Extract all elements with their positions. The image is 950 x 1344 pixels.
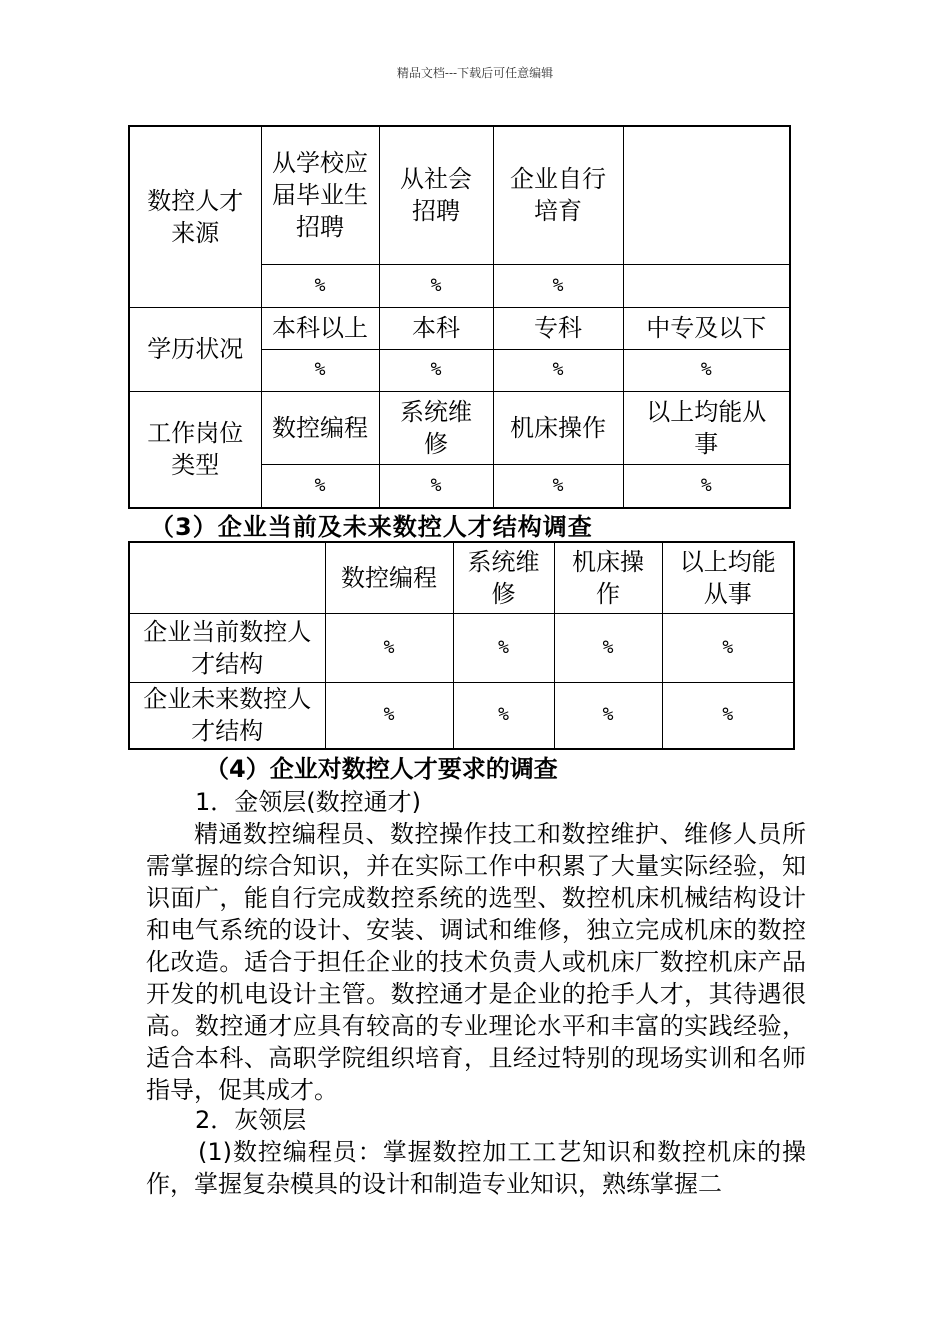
source-option: 企业自行培育	[493, 126, 623, 264]
education-option: 中专及以下	[623, 307, 790, 349]
structure-row-label: 企业未来数控人才结构	[129, 682, 325, 749]
structure-value: %	[325, 613, 453, 682]
structure-header	[129, 542, 325, 613]
structure-value: %	[554, 613, 662, 682]
education-option: 本科以上	[261, 307, 379, 349]
position-option: 系统维修	[379, 391, 493, 464]
section-4-title: （4）企业对数控人才要求的调查	[205, 755, 558, 783]
structure-header: 机床操作	[554, 542, 662, 613]
education-value: %	[379, 349, 493, 391]
position-option: 机床操作	[493, 391, 623, 464]
education-option: 本科	[379, 307, 493, 349]
source-option	[623, 126, 790, 264]
gold-collar-heading: 1．金领层(数控通才)	[195, 788, 421, 816]
education-value: %	[493, 349, 623, 391]
page-header: 精品文档---下载后可任意编辑	[396, 66, 554, 80]
source-value: %	[493, 264, 623, 307]
structure-value: %	[662, 682, 794, 749]
structure-header: 数控编程	[325, 542, 453, 613]
section-3-title: （3）企业当前及未来数控人才结构调查	[150, 513, 593, 541]
education-value: %	[623, 349, 790, 391]
structure-value: %	[554, 682, 662, 749]
structure-value: %	[453, 682, 554, 749]
position-value: %	[493, 464, 623, 508]
source-label: 数控人才来源	[129, 126, 261, 307]
position-value: %	[623, 464, 790, 508]
education-label: 学历状况	[129, 307, 261, 391]
structure-header: 系统维修	[453, 542, 554, 613]
structure-header: 以上均能从事	[662, 542, 794, 613]
grey-collar-item-1: (1)数控编程员：掌握数控加工工艺知识和数控机床的操作，掌握复杂模具的设计和制造专业知识，熟练掌握二	[146, 1138, 806, 1198]
source-option: 从学校应届毕业生招聘	[261, 126, 379, 264]
source-option: 从社会招聘	[379, 126, 493, 264]
source-value	[623, 264, 790, 307]
grey-collar-heading: 2．灰领层	[195, 1106, 307, 1134]
talent-source-table	[128, 125, 791, 509]
position-value: %	[379, 464, 493, 508]
structure-value: %	[453, 613, 554, 682]
position-value: %	[261, 464, 379, 508]
position-option: 数控编程	[261, 391, 379, 464]
structure-value: %	[325, 682, 453, 749]
education-option: 专科	[493, 307, 623, 349]
talent-structure-table	[128, 541, 795, 750]
structure-value: %	[662, 613, 794, 682]
source-value: %	[261, 264, 379, 307]
source-value: %	[379, 264, 493, 307]
position-label: 工作岗位类型	[129, 391, 261, 508]
gold-collar-paragraph: 精通数控编程员、数控操作技工和数控维护、维修人员所需掌握的综合知识，并在实际工作中积累了大量实际经验，知识面广，能自行完成数控系统的选型、数控机床机械结构设计和电气系统的设计、安装、调试和维修，独立完成机床的数控化改造。适合于担任企业的技术负责人或机床厂数控机床产品开发的机电设计主管。数控通才是企业的抢手人才，其待遇很高。数控通才应具有较高的专业理论水平和丰富的实践经验，适合本科、高职学院组织培育，且经过特别的现场实训和名师指导，促其成才。	[146, 820, 806, 1104]
education-value: %	[261, 349, 379, 391]
position-option: 以上均能从事	[623, 391, 790, 464]
structure-row-label: 企业当前数控人才结构	[129, 613, 325, 682]
